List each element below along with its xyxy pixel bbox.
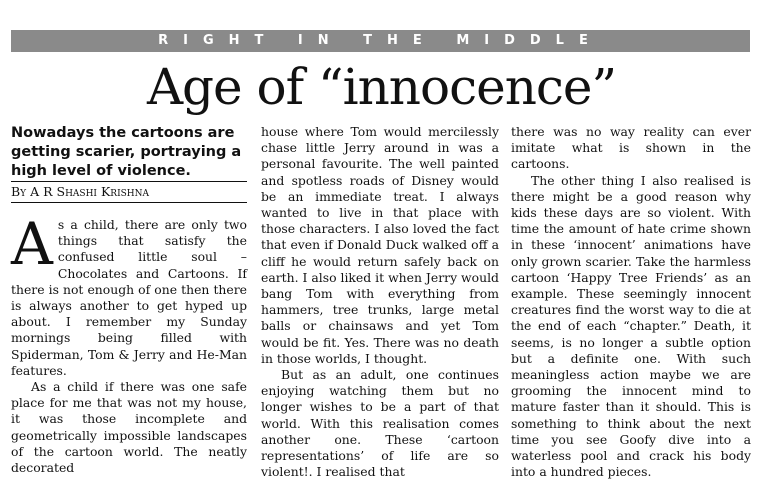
article-paragraph-1 [11, 210, 247, 379]
article-column-2 [261, 124, 499, 480]
article-paragraph-3-continued: there was no way reality can ever imitate what is shown in the cartoons. [511, 124, 751, 172]
article-paragraph-2-continued: house where Tom would mercilessly chase little Jerry around in was a personal favourite. The well painted and spotless roads of Disney would be an immediate treat. I always wanted to live in that place with those characters. I also loved the fact that even if Donald Duck walked off a cliff he would return safely back on earth. I also liked it when Jerry would bang Tom with everything from hammers, tree trunks, large metal balls or chainsaws and yet Tom would be fit. Yes. There was no death in those worlds, I thought. [261, 124, 499, 366]
article-standfirst: Nowadays the cartoons are getting scarier, portraying a high level of violence. [11, 125, 242, 179]
article-paragraph-3-start: But as an adult, one continues enjoying watching them but no longer wishes to be a part of that world. With this realisation comes another one. These ‘cartoon representations’ of life are so violent!. I realised that [261, 367, 499, 480]
byline-prefix: By [11, 184, 27, 199]
article-headline: Age of “innocence” [146, 58, 617, 116]
article-paragraph-2-start: As a child if there was one safe place for me that was not my house, it was those incomplete and geometrically impossible landscapes of the cartoon world. The neatly decorated [11, 379, 247, 476]
paragraph-1-text: s a child, there are only two things that satisfy the confused little soul – Chocolates and Cartoons. If there is not enough of one then there is always another to get hyped up about. I remember my Sunday mornings being filled with Spiderman, Tom & Jerry and He-Man features. [11, 217, 247, 378]
article-paragraph-4: The other thing I also realised is there might be a good reason why kids these days are so violent. With time the amount of hate crime shown in these ‘innocent’ animations have only grown scarier. Take the harmless cartoon ‘Happy Tree Friends’ as an example. These seemingly innocent creatures find the worst way to die at the end of each “chapter.” Death, it seems, is no longer a subtle option but a definite one. With such meaningless action maybe we are grooming the innocent mind to mature faster than it should. This is something to think about the next time you see Goofy dive into a waterless pool and crack his body into a hundred pieces. [511, 172, 751, 480]
article-column-1 [11, 124, 247, 476]
byline [11, 182, 247, 202]
section-banner: RIGHT IN THE MIDDLE [11, 30, 750, 52]
byline-bottom-rule [11, 202, 247, 203]
byline-author: A R Shashi Krishna [30, 184, 150, 199]
article-column-3 [511, 124, 751, 480]
drop-cap: A [11, 210, 53, 278]
